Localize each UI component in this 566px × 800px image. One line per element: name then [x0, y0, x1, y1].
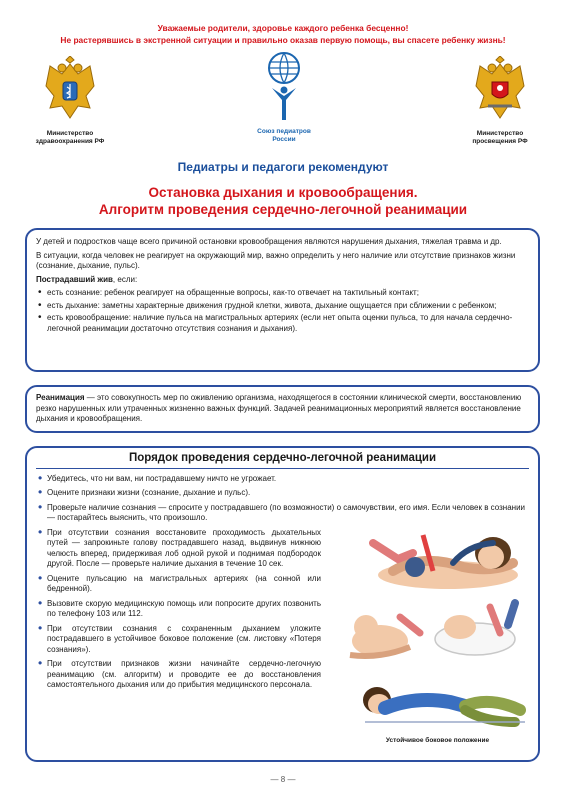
globe-figure-icon — [264, 50, 304, 126]
definition-paragraph — [36, 393, 529, 425]
list-item: • При отсутствии сознания с сохраненным дыханием уложите пострадавшего в устойчивое боковое положение (см. листовку «Потеря сознания»). — [36, 624, 321, 656]
left-emblem-caption: Министерство здравоохранения РФ — [35, 130, 105, 145]
recovery-position-caption: Устойчивое боковое положение — [385, 737, 490, 744]
procedure-title: Порядок проведения сердечно-легочной реанимации — [36, 453, 529, 469]
procedure-list-full — [36, 474, 533, 524]
assessment-paragraph: В ситуации, когда человек не реагирует на окружающий мир, важно определить у него наличие или отсутствие признаков жизни (сознание, дыхание, пульс). — [36, 250, 516, 270]
list-item: • Вызовите скорую медицинскую помощь или попросите других позвонить по телефону 103 или 112. — [36, 599, 321, 620]
list-item: • Оцените пульсацию на магистральных артериях (на сонной или бедренной). — [36, 574, 321, 595]
list-item: • есть сознание: ребенок реагирует на обращенные вопросы, как-то отвечает на тактильный контакт; — [36, 288, 529, 299]
right-emblem-caption: Министерство просвещения РФ — [472, 130, 528, 145]
double-eagle-icon — [470, 56, 530, 126]
center-logo-caption: Союз педиатров России — [257, 128, 311, 143]
title-line-1: Остановка дыхания и кровообращения. — [148, 185, 418, 200]
recommendation-subtitle: Педиатры и педагоги рекомендуют — [177, 160, 389, 174]
signs-of-life-box — [25, 228, 540, 372]
intro-paragraph: У детей и подростков чаще всего причиной остановки кровообращения являются нарушения дыхания, тяжелая травма и др. — [36, 237, 502, 246]
double-eagle-icon — [40, 56, 100, 126]
pediatric-union-logo — [256, 50, 312, 144]
list-item: • Оцените признаки жизни (сознание, дыхание и пульс). — [36, 488, 533, 499]
airway-opening-illustration — [353, 523, 533, 595]
page-number: — 8 — — [270, 775, 296, 784]
list-item: • есть дыхание: заметны характерные движения грудной клетки, живота, дыхание ощущается при сближении с ребенком; — [36, 301, 529, 312]
list-item: • Проверьте наличие сознания — спросите у пострадавшего (по возможности) о самочувствии, его имя. Если человек в сознании — постарайтесь выяснить, что произошло. — [36, 503, 533, 524]
recovery-position-illustration — [355, 666, 530, 730]
ministry-education-emblem — [460, 56, 540, 146]
definition-text: — это совокупность мер по оживлению организма, находящегося в состоянии клинической смерти, восстановлению резко нарушенных или утраченных жизненно важных функций. Задачей реанимационных мероприятий является восстановление дыхания и кровообращения. — [36, 393, 522, 423]
alive-label: Пострадавший жив — [36, 274, 113, 284]
procedure-list-narrow — [36, 528, 321, 691]
list-item: • При отсутствии сознания восстановите проходимость дыхательных путей — запрокиньте голову пострадавшего назад, выдвинув нижнюю челюсть вперед, придерживая лоб одной рукой и поднимая подбородок другой. После — проверьте наличие дыхания в течение 10 сек. — [36, 528, 321, 570]
title-line-2: Алгоритм проведения сердечно-легочной реанимации — [98, 202, 468, 217]
pulse-check-illustration — [340, 597, 532, 665]
signs-list — [36, 288, 529, 334]
alive-heading — [36, 275, 529, 286]
definition-term: Реанимация — [36, 393, 85, 402]
list-item: • Убедитесь, что ни вам, ни пострадавшему ничто не угрожает. — [36, 474, 533, 485]
page-title — [0, 184, 566, 218]
alive-rest: , если: — [112, 274, 138, 284]
header-line-2: Не растерявшись в экстренной ситуации и правильно оказав первую помощь, вы спасете ребенку жизнь! — [60, 35, 506, 45]
list-item: • При отсутствии признаков жизни начинайте сердечно-легочную реанимацию (см. алгоритм) и проводите ее до восстановления самостоятельного дыхания или до прибытия медицинского персонала. — [36, 659, 321, 691]
ministry-health-emblem — [30, 56, 110, 146]
resuscitation-definition-box — [25, 385, 540, 433]
list-item: • есть кровообращение: наличие пульса на магистральных артериях (если нет опыта оценки пульса, то для начала сердечно-легочной реанимации достаточно отсутствия сознания и дыхания). — [36, 313, 529, 334]
header-banner — [0, 22, 566, 46]
header-line-1: Уважаемые родители, здоровье каждого ребенка бесценно! — [157, 23, 409, 33]
